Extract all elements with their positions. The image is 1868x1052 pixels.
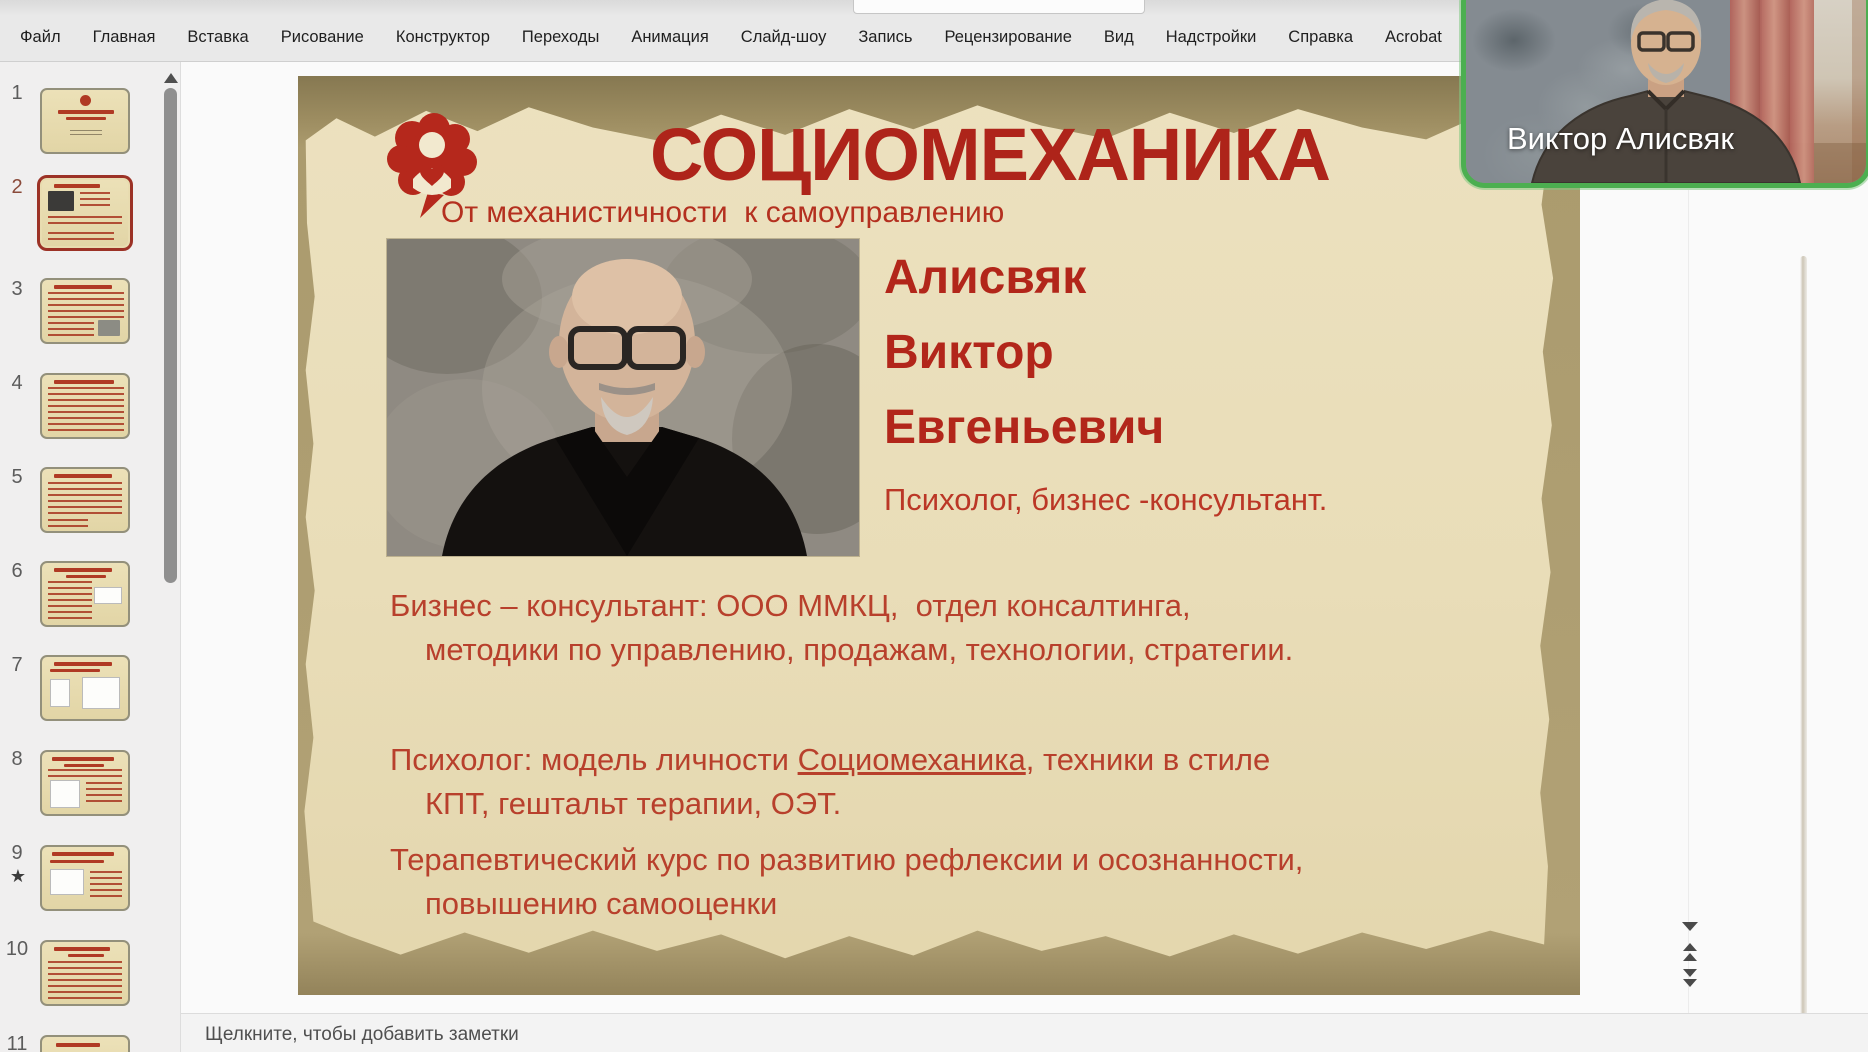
slide-thumbnail-2[interactable] (37, 175, 133, 251)
slide-thumbnails-panel (0, 62, 181, 1052)
para2-prefix: Психолог: модель личности (390, 742, 798, 777)
notes-panel[interactable] (181, 1013, 1868, 1052)
slide-number-10: 10 (5, 938, 29, 960)
role-line[interactable]: Психолог, бизнес -консультант. (884, 482, 1328, 517)
animation-star-icon: ★ (9, 866, 27, 886)
menu-tabs (4, 16, 1458, 58)
vertical-scrollbar-track (1688, 190, 1689, 1013)
tab-design[interactable]: Конструктор (395, 28, 490, 46)
slide-number-9: 9 (11, 842, 23, 864)
slide-number-2: 2 (11, 176, 23, 198)
tab-help[interactable]: Справка (1288, 28, 1354, 46)
search-box[interactable] (853, 0, 1145, 14)
slide-thumbnail-1[interactable] (40, 88, 130, 154)
tab-slideshow[interactable]: Слайд-шоу (740, 28, 827, 46)
tab-insert[interactable]: Вставка (187, 28, 249, 46)
paper-crease (1800, 256, 1807, 1016)
tab-record[interactable]: Запись (858, 28, 913, 46)
slide-thumbnail-11[interactable] (40, 1035, 130, 1052)
slide-title[interactable]: СОЦИОМЕХАНИКА (650, 113, 1330, 196)
slide-thumbnail-3[interactable] (40, 278, 130, 344)
bio-business-line-2[interactable]: методики по управлению, продажам, технологии, стратегии. (425, 632, 1294, 667)
tab-view[interactable]: Вид (1103, 28, 1134, 46)
scroll-down-button[interactable] (1676, 916, 1704, 936)
tab-review[interactable]: Рецензирование (944, 28, 1072, 46)
bio-psychologist-line-1[interactable] (390, 742, 1270, 778)
webcam-name-label: Виктор Алисвяк (1507, 121, 1734, 156)
bio-course-line-2[interactable]: повышению самооценки (425, 886, 778, 921)
slide-thumbnail-7[interactable] (40, 655, 130, 721)
slide-thumbnail-8[interactable] (40, 750, 130, 816)
portrait-photo[interactable] (387, 239, 859, 556)
sociomechanika-underlined: Социомеханика (797, 742, 1026, 777)
tab-file[interactable]: Файл (20, 28, 61, 46)
sidebar-scroll-up-icon[interactable] (164, 73, 178, 83)
slide-thumbnail-5[interactable] (40, 467, 130, 533)
tab-home[interactable]: Главная (92, 28, 156, 46)
bio-course-line-1[interactable]: Терапевтический курс по развитию рефлексии и осознанности, (390, 842, 1304, 877)
tab-addins[interactable]: Надстройки (1165, 28, 1257, 46)
slide-thumbnail-6[interactable] (40, 561, 130, 627)
bio-psychologist-line-2[interactable]: КПТ, гештальт терапии, ОЭТ. (425, 786, 842, 821)
slide-thumbnail-4[interactable] (40, 373, 130, 439)
name-line-3[interactable]: Евгеньевич (884, 401, 1165, 454)
webcam-overlay[interactable] (1461, 0, 1868, 188)
slide-number-1: 1 (11, 82, 23, 104)
tab-draw[interactable]: Рисование (280, 28, 364, 46)
notes-placeholder: Щелкните, чтобы добавить заметки (205, 1024, 519, 1045)
next-slide-button[interactable] (1676, 966, 1704, 990)
previous-slide-button[interactable] (1676, 940, 1704, 964)
double-arrow-down-icon (1683, 969, 1697, 977)
slide-number-3: 3 (11, 278, 23, 300)
tab-transitions[interactable]: Переходы (521, 28, 600, 46)
double-arrow-up-icon (1683, 943, 1697, 951)
slide-number-7: 7 (11, 654, 23, 676)
slide-thumbnail-9[interactable] (40, 845, 130, 911)
tab-animations[interactable]: Анимация (631, 28, 709, 46)
bio-business-line-1[interactable]: Бизнес – консультант: ООО ММКЦ, отдел консалтинга, (390, 588, 1191, 623)
name-line-2[interactable]: Виктор (884, 326, 1054, 379)
arrow-down-icon (1682, 922, 1698, 931)
para2-suffix: , техники в стиле (1025, 742, 1271, 777)
tab-acrobat[interactable]: Acrobat (1385, 28, 1442, 46)
slide-number-6: 6 (11, 560, 23, 582)
name-line-1[interactable]: Алисвяк (884, 251, 1087, 304)
slide-number-8: 8 (11, 748, 23, 770)
slide-number-11: 11 (6, 1033, 28, 1052)
slide-number-5: 5 (11, 466, 23, 488)
slide-thumbnail-10[interactable] (40, 940, 130, 1006)
slide-number-4: 4 (11, 372, 23, 394)
slide-subtitle[interactable]: От механистичности к самоуправлению (441, 196, 1005, 229)
sidebar-scrollbar[interactable] (164, 88, 177, 583)
